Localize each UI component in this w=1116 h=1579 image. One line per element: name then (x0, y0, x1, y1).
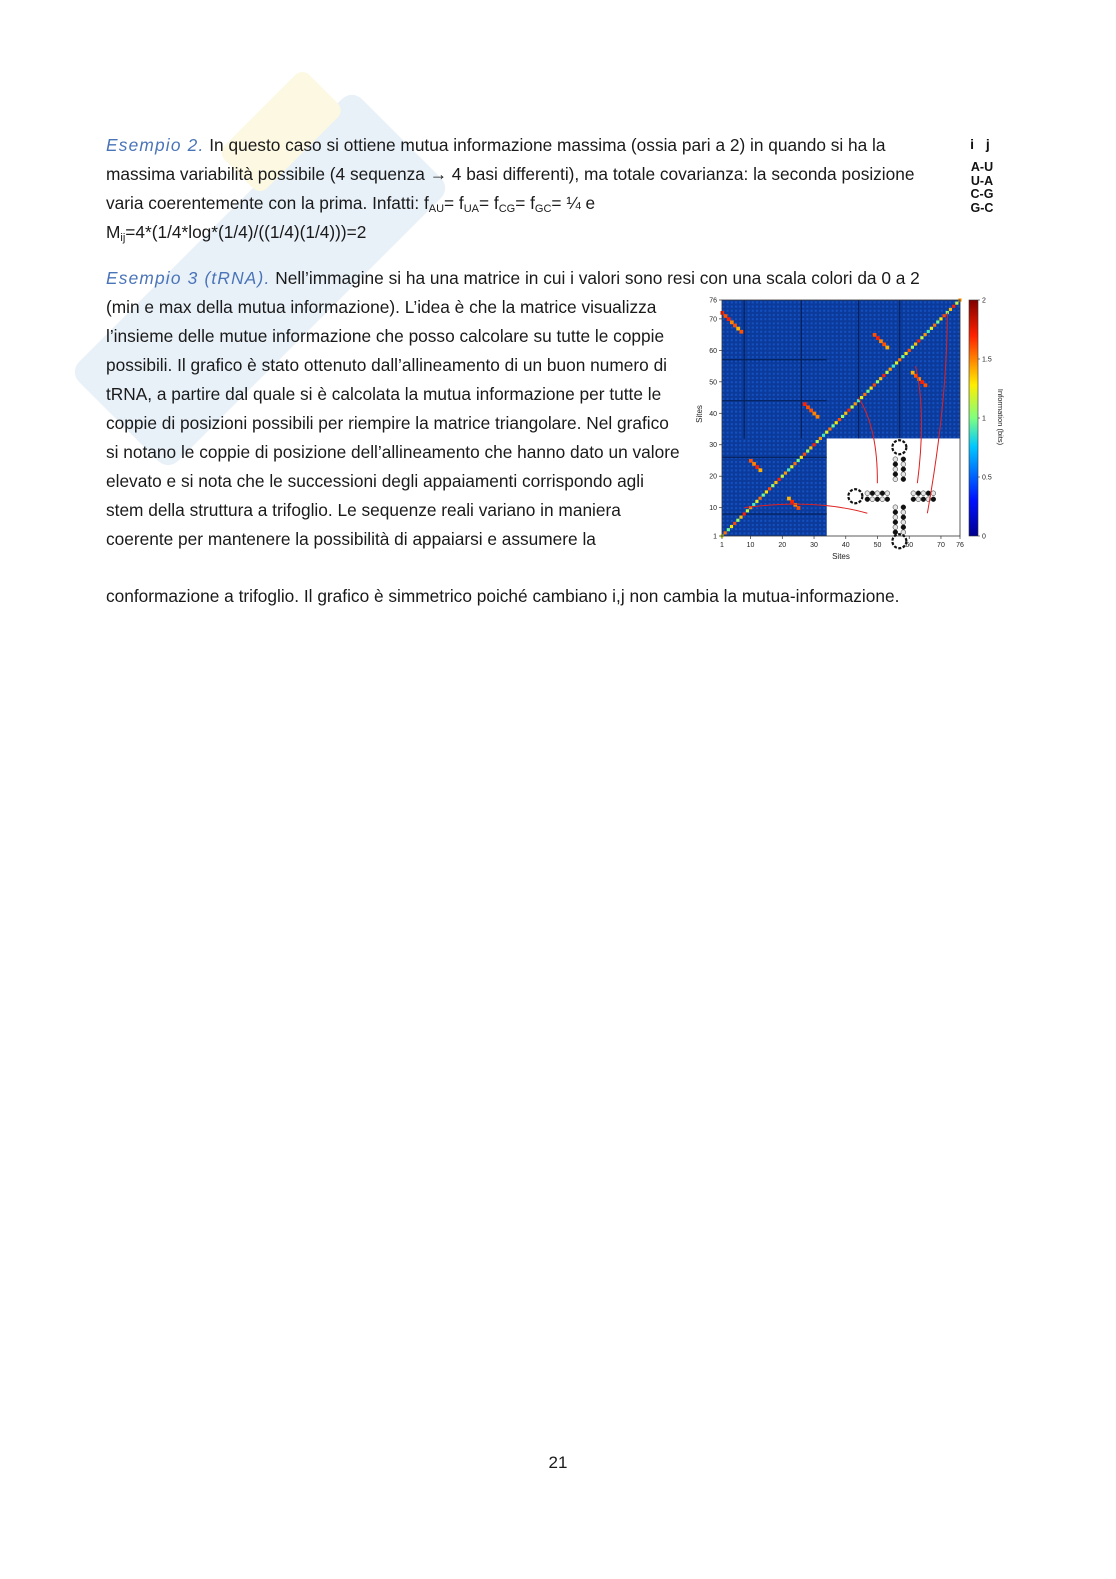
colorbar (969, 300, 978, 536)
diagonal-cell (908, 349, 911, 352)
example-3-lead: Esempio 3 (tRNA). (106, 268, 271, 288)
diagonal-cell (771, 484, 774, 487)
nucleotide-dot (901, 462, 906, 467)
nucleotide-dot (901, 510, 906, 515)
diagonal-cell (914, 342, 917, 345)
nucleotide-dot (901, 525, 906, 530)
nucleotide-dot (893, 457, 898, 462)
colorbar-tick-label: 0 (982, 533, 986, 541)
diagonal-cell (927, 330, 930, 333)
colorbar-tick-label: 0.5 (982, 474, 992, 482)
diagonal-cell (800, 456, 803, 459)
page-number: 21 (548, 1453, 568, 1472)
diagonal-cell (851, 405, 854, 408)
colorbar-title: Information (bits) (996, 388, 1005, 446)
y-axis-title: Sites (695, 405, 704, 423)
nucleotide-dot (931, 491, 936, 496)
diagonal-cell (936, 320, 939, 323)
nucleotide-dot (893, 510, 898, 515)
diagonal-cell (762, 494, 765, 497)
mutual-information-heatmap (692, 292, 1006, 568)
diagonal-cell (825, 431, 828, 434)
diagonal-cell (733, 522, 736, 525)
example-3-first-line: Esempio 3 (tRNA). Nell’immagine si ha una matrice in cui i valori sono resi con una scala colori da 0 a 2 (106, 268, 920, 288)
nucleotide-dot (921, 491, 926, 496)
nucleotide-dot (893, 477, 898, 482)
diagonal-cell (860, 396, 863, 399)
nucleotide-dot (875, 497, 880, 502)
example-2-lead: Esempio 2. (106, 135, 205, 155)
diagonal-cell (933, 324, 936, 327)
diagonal-cell (743, 512, 746, 515)
diagonal-cell (873, 383, 876, 386)
diagonal-cell (870, 387, 873, 390)
x-tick-label: 76 (956, 542, 964, 549)
nucleotide-dot (875, 491, 880, 496)
colorbar-tick-label: 1.5 (982, 356, 992, 364)
nucleotide-dot (901, 457, 906, 462)
pair-item: G-C (970, 200, 994, 215)
mi-cell (885, 346, 889, 350)
x-axis-title: Sites (832, 552, 850, 561)
diagonal-cell (895, 361, 898, 364)
colorbar-tick-label: 1 (982, 415, 986, 423)
diagonal-cell (781, 475, 784, 478)
diagonal-cell (746, 509, 749, 512)
nucleotide-dot (893, 530, 898, 535)
nucleotide-dot (893, 515, 898, 520)
diagonal-cell (879, 377, 882, 380)
y-tick-label: 30 (709, 442, 717, 450)
nucleotide-dot (880, 497, 885, 502)
diagonal-cell (797, 459, 800, 462)
diagonal-cell (911, 346, 914, 349)
x-tick-label: 20 (778, 542, 787, 549)
y-tick-label: 10 (709, 505, 717, 513)
diagonal-cell (736, 519, 739, 522)
diagonal-cell (727, 528, 730, 531)
nucleotide-dot (901, 467, 906, 472)
base-pairs-list (964, 136, 1000, 215)
diagonal-cell (949, 308, 952, 311)
diagonal-cell (904, 352, 907, 355)
y-tick-label: 70 (709, 316, 717, 324)
nucleotide-dot (911, 491, 916, 496)
x-tick-label: 40 (841, 542, 850, 549)
nucleotide-dot (901, 505, 906, 510)
nucleotide-dot (893, 472, 898, 477)
diagonal-cell (882, 374, 885, 377)
diagonal-cell (765, 490, 768, 493)
mi-cell (787, 497, 791, 501)
mi-cell (758, 468, 762, 472)
pair-item: U-A (970, 173, 994, 188)
x-tick-label: 30 (810, 542, 818, 549)
diagonal-cell (774, 481, 777, 484)
diagonal-cell (816, 440, 819, 443)
diagonal-cell (885, 371, 888, 374)
pair-item: C-G (970, 187, 994, 201)
nucleotide-dot (893, 520, 898, 525)
diagonal-cell (863, 393, 866, 396)
mi-cell (739, 330, 743, 334)
x-tick-label: 60 (905, 542, 914, 549)
diagonal-cell (758, 497, 761, 500)
diagonal-cell (803, 453, 806, 456)
diagonal-cell (790, 465, 793, 468)
x-tick-label: 70 (937, 542, 945, 549)
pairs-header: i j (970, 136, 994, 152)
nucleotide-dot (870, 497, 875, 502)
x-tick-label: 10 (746, 542, 755, 549)
diagonal-cell (920, 336, 923, 339)
nucleotide-dot (901, 477, 906, 482)
y-tick-label: 1 (713, 533, 717, 541)
diagonal-cell (752, 503, 755, 506)
diagonal-cell (822, 434, 825, 437)
example-2-paragraph: Esempio 2. In questo caso si ottiene mutua informazione massima (ossia pari a 2) in quando si ha la massima variabilità possibile (4 sequenza → 4 basi differenti), ma totale covarianza: la seconda posizione varia coerentemente con la prima. Infatti: $f_{AU}= f_{UA}= f_{CG}= f_{GC}=$ ¼ e $M_{ij}=4*(1/4*\log*(1/4)/((1/4)(1/4)))=2$ (106, 135, 915, 244)
nucleotide-dot (893, 505, 898, 510)
diagonal-cell (831, 424, 834, 427)
nucleotide-dot (901, 520, 906, 525)
diagonal-cell (955, 302, 958, 305)
x-tick-label: 50 (873, 542, 882, 549)
nucleotide-dot (885, 491, 890, 496)
nucleotide-dot (885, 497, 890, 502)
y-tick-label: 20 (709, 473, 717, 481)
diagonal-cell (819, 437, 822, 440)
colorbar-tick-label: 2 (982, 297, 986, 305)
diagonal-cell (866, 390, 869, 393)
mutual-information-formula: =4*(1/4*log*(1/4)/((1/4)(1/4)))=2 (125, 222, 367, 242)
diagonal-cell (835, 421, 838, 424)
diagonal-cell (898, 358, 901, 361)
diagonal-cell (828, 427, 831, 430)
y-tick-label: 40 (709, 410, 717, 418)
nucleotide-dot (916, 497, 921, 502)
diagonal-cell (889, 368, 892, 371)
diagonal-cell (939, 317, 942, 320)
diagonal-cell (755, 500, 758, 503)
x-tick-label: 1 (720, 542, 724, 549)
nucleotide-dot (893, 462, 898, 467)
y-tick-label: 76 (709, 297, 717, 305)
nucleotide-dot (916, 491, 921, 496)
y-tick-label: 50 (709, 379, 717, 387)
nucleotide-dot (880, 491, 885, 496)
diagonal-cell (901, 355, 904, 358)
diagonal-cell (844, 412, 847, 415)
diagonal-cell (841, 415, 844, 418)
nucleotide-dot (893, 525, 898, 530)
diagonal-cell (952, 305, 955, 308)
nucleotide-dot (870, 491, 875, 496)
y-tick-label: 60 (709, 347, 717, 355)
diagonal-cell (930, 327, 933, 330)
mi-cell (816, 415, 820, 419)
diagonal-cell (812, 443, 815, 446)
example-3-last-line: conformazione a trifoglio. Il grafico è simmetrico poiché cambiano i,j non cambia la mutua-informazione. (106, 586, 900, 606)
nucleotide-dot (911, 497, 916, 502)
diagonal-cell (917, 339, 920, 342)
nucleotide-dot (893, 467, 898, 472)
nucleotide-dot (901, 530, 906, 535)
diagonal-cell (854, 402, 857, 405)
diagonal-cell (730, 525, 733, 528)
mi-cell (911, 371, 915, 375)
diagonal-cell (768, 487, 771, 490)
diagonal-cell (943, 314, 946, 317)
diagonal-cell (924, 333, 927, 336)
diagonal-cell (787, 468, 790, 471)
diagonal-cell (778, 478, 781, 481)
diagonal-cell (892, 365, 895, 368)
nucleotide-dot (865, 491, 870, 496)
diagonal-cell (847, 409, 850, 412)
example-3-body: (min e max della mutua informazione). L’idea è che la matrice visualizza l’insieme delle mutue informazione che posso calcolare su tutte le coppie possibili. Il grafico è stato ottenuto dall’allineamento di un buon numero di tRNA, a partire dal quale si è calcolata la mutua informazione per tutte le coppie di posizioni possibili per riempire la matrice triangolare. Nel grafico si notano le coppie di posizione dell’allineamento che hanno dato un valore elevato e si nota che le successioni degli appaiamenti corrispondo agli stem della struttura a trifoglio. Le sequenze reali variano in maniera coerente per mantenere la possibilità di appaiarsi e assumere la (106, 297, 680, 549)
diagonal-cell (784, 471, 787, 474)
nucleotide-dot (865, 497, 870, 502)
nucleotide-dot (931, 497, 936, 502)
diagonal-cell (809, 446, 812, 449)
pair-item: A-U (970, 160, 994, 174)
diagonal-cell (724, 531, 727, 534)
diagonal-cell (793, 462, 796, 465)
diagonal-cell (806, 449, 809, 452)
nucleotide-dot (921, 497, 926, 502)
diagonal-cell (739, 516, 742, 519)
nucleotide-dot (901, 472, 906, 477)
diagonal-cell (876, 380, 879, 383)
diagonal-cell (838, 418, 841, 421)
nucleotide-dot (901, 515, 906, 520)
